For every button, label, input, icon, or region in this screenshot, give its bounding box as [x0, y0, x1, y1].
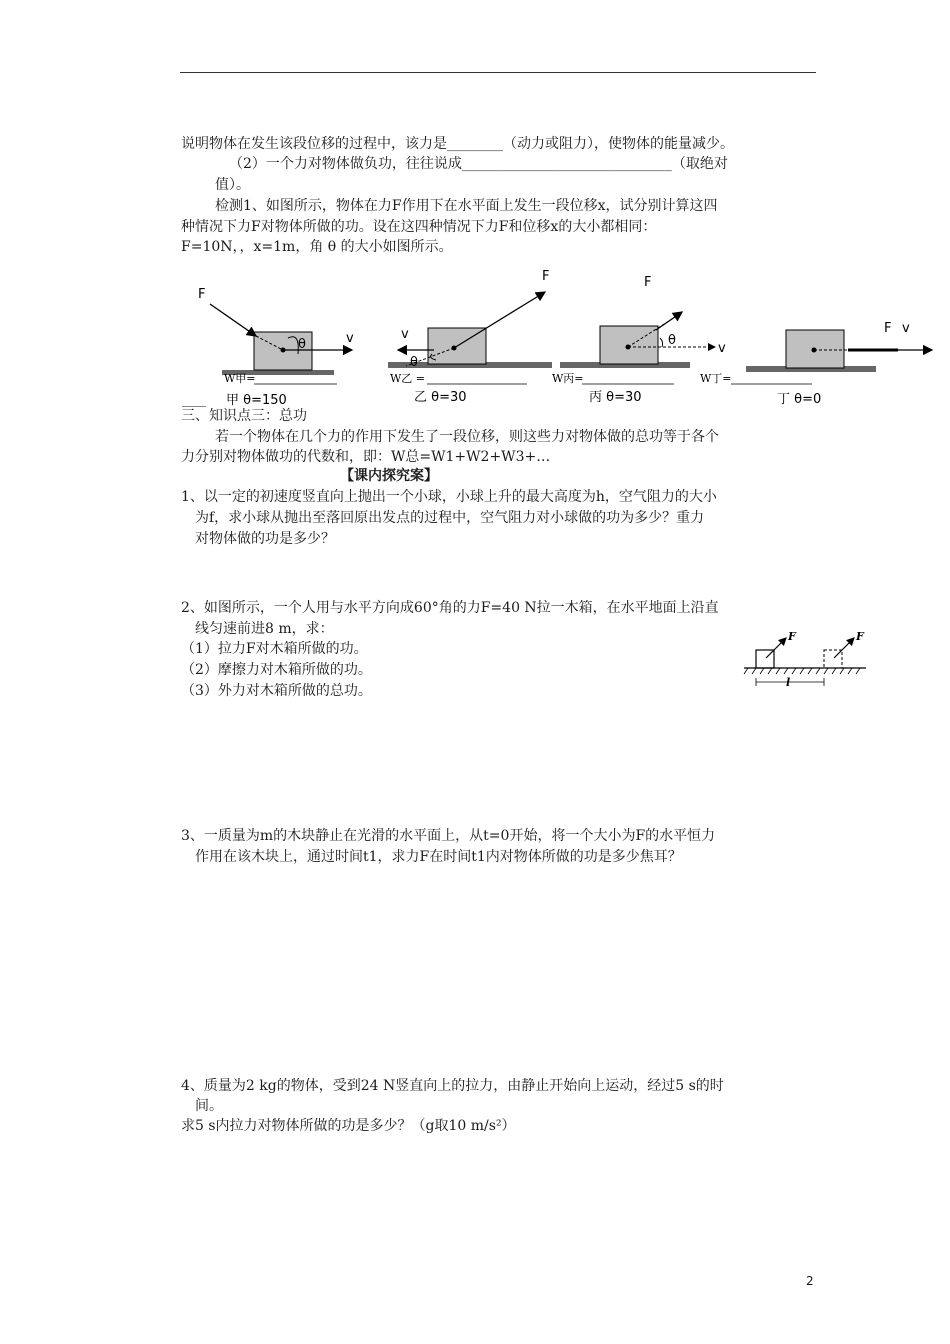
svg-text:丙 θ=30: 丙 θ=30 — [589, 390, 642, 405]
svg-text:v: v — [401, 327, 409, 342]
question-3-line: 作用在该木块上，通过时间t1，求力F在时间t1内对物体所做的功是多少焦耳？ — [195, 849, 682, 865]
question-2: 2、如图所示，一个人用与水平方向成60°角的力F=40 N拉一木箱，在水平地面上沿直 — [181, 600, 719, 616]
svg-text:乙 θ=30: 乙 θ=30 — [414, 390, 467, 405]
question-4: 4、质量为2 kg的物体，受到24 N竖直向上的拉力，由静止开始向上运动，经过5 s的时 — [181, 1078, 724, 1094]
svg-text:F: F — [542, 269, 550, 284]
svg-text:W甲=: W甲= — [224, 372, 256, 385]
svg-text:W乙 =: W乙 = — [390, 372, 426, 385]
svg-text:v: v — [718, 341, 726, 356]
text-line: 值）。 — [215, 177, 250, 193]
question-2-sub: （1）拉力F对木箱所做的功。 — [181, 641, 368, 657]
question-1-line: 对物体做的功是多少？ — [195, 531, 335, 547]
text-line: F=10N，，x=1m，角 θ 的大小如图所示。 — [181, 239, 453, 255]
question-2-sub: （2）摩擦力对木箱所做的功。 — [181, 662, 372, 678]
svg-text:θ: θ — [298, 337, 306, 352]
section-heading: 【课内探究案】 — [340, 468, 438, 484]
force-diagrams-figure — [180, 262, 940, 410]
svg-text:v: v — [346, 331, 354, 346]
svg-text:甲 θ=150: 甲 θ=150 — [226, 393, 287, 408]
text-line: （2）一个力对物体做负功，往往说成______________________________（取绝对 — [229, 156, 728, 172]
page-number: 2 — [806, 1274, 814, 1288]
diagram-jia — [198, 287, 354, 375]
svg-text:θ: θ — [410, 355, 418, 370]
svg-text:F: F — [198, 287, 206, 302]
svg-text:____: ____ — [182, 393, 206, 407]
box-pull-figure — [742, 628, 872, 692]
question-2-sub: （3）外力对木箱所做的总功。 — [181, 683, 372, 699]
header-rule — [180, 72, 816, 73]
diagram-yi — [388, 269, 552, 370]
question-1-line: 为f，求小球从抛出至落回原出发点的过程中，空气阻力对小球做的功为多少？重力 — [195, 510, 705, 526]
text-line: 检测1、如图所示，物体在力F作用下在水平面上发生一段位移x，试分别计算这四 — [215, 198, 718, 214]
question-1: 1、以一定的初速度竖直向上抛出一个小球，小球上升的最大高度为h，空气阻力的大小 — [181, 489, 717, 505]
text-line: 若一个物体在几个力的作用下发生了一段位移，则这些力对物体做的总功等于各个 — [215, 429, 719, 445]
question-4-line: 间。 — [195, 1098, 223, 1114]
svg-text:θ: θ — [668, 333, 676, 348]
svg-text:W丙=: W丙= — [552, 372, 584, 385]
question-4-line: 求5 s内拉力对物体所做的功是多少？（g取10 m/s²） — [181, 1118, 516, 1134]
svg-text:W丁=: W丁= — [700, 372, 732, 385]
svg-text:F: F — [856, 630, 864, 643]
text-line: 说明物体在发生该段位移的过程中，该力是________（动力或阻力），使物体的能量减少。 — [181, 136, 734, 152]
question-2-line: 线匀速前进8 m，求： — [195, 621, 334, 637]
text-line: 力分别对物体做功的代数和，即：W总=W1+W2+W3+… — [181, 449, 551, 465]
diagram-bing — [560, 275, 726, 368]
svg-text:F: F — [644, 275, 652, 290]
svg-text:l: l — [786, 676, 791, 689]
svg-text:v: v — [902, 321, 910, 336]
question-3: 3、一质量为m的木块静止在光滑的水平面上，从t=0开始，将一个大小为F的水平恒力 — [181, 828, 716, 844]
svg-text:丁 θ=0: 丁 θ=0 — [777, 392, 822, 407]
section-title: 三、知识点三：总功 — [181, 408, 307, 424]
svg-text:F: F — [884, 321, 892, 336]
diagram-ding — [746, 321, 932, 372]
svg-text:F: F — [788, 630, 796, 643]
text-line: 种情况下力F对物体所做的功。设在这四种情况下力F和位移x的大小都相同： — [181, 219, 657, 235]
